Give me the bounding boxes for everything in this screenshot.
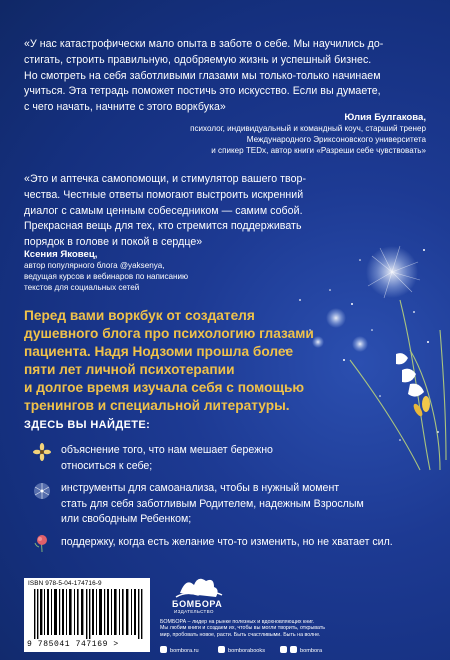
list-item: инструменты для самоанализа, чтобы в нужный момент стать для себя заботливым Родителем, надежным Взрослым или свободным Ребенком; bbox=[61, 482, 364, 525]
vk-icon bbox=[218, 646, 225, 653]
website-icon bbox=[160, 646, 167, 653]
publisher-description: БОМБОРА – лидер на рынке полезных и вдохновляющих книг. Мы любим книги и создаем их, чтобы вы могли творить, открывать мир, пробовать новое, расти. Быть счастливыми. Быть на волне. bbox=[160, 619, 326, 638]
lead-paragraph: Перед вами воркбук от создателя душевного блога про психологию глазами пациента. Надя Нодзоми прошла более пяти лет личной психотерапии и долгое время изучала себя с помощью тренингов и специальной литературы. bbox=[24, 308, 314, 414]
isbn-number: ISBN 978-5-04-174716-9 bbox=[28, 580, 102, 587]
publisher-subtitle: ИЗДАТЕЛЬСТВО bbox=[174, 609, 214, 614]
quote-bulgakova: «У нас катастрофически мало опыта в заботе о себе. Мы научились до- стигать, строить правильную, одобряемую жизнь и успешный бизнес. Но смотреть на себя заботливыми глазами мы только-только начинаем учиться. Эта тетрадь поможет постичь это искусство. Если вы думаете, с чего начать, начните с этого воркбука» bbox=[24, 38, 384, 114]
red-flower-icon bbox=[32, 533, 52, 553]
social-links bbox=[160, 646, 440, 656]
publisher-name: БОМБОРА bbox=[172, 599, 223, 609]
list-item: поддержку, когда есть желание что-то изменить, но не хватает сил. bbox=[61, 536, 393, 548]
website-link[interactable]: bombora.ru bbox=[160, 646, 199, 654]
telegram-link[interactable]: bombora bbox=[280, 646, 322, 654]
author-name: Ксения Яковец, bbox=[24, 249, 98, 260]
star-flower-icon bbox=[32, 442, 52, 462]
barcode-bars bbox=[34, 589, 146, 639]
list-item: объяснение того, что нам мешает бережно относиться к себе; bbox=[61, 444, 273, 472]
ean-digits: 9 785041 747169 > bbox=[27, 640, 119, 649]
quote-author-yakovets: Ксения Яковец, автор популярного блога @yaksenya, ведущая курсов и вебинаров по написанию текстов для социальных сетей bbox=[24, 248, 284, 293]
youtube-icon bbox=[290, 646, 297, 653]
isbn-barcode bbox=[24, 578, 150, 652]
author-name: Юлия Булгакова, bbox=[344, 112, 426, 123]
vk-link[interactable]: bomborabooks bbox=[218, 646, 265, 654]
quote-author-bulgakova: Юлия Булгакова, психолог, индивидуальный и командный коуч, старший тренер Международного Эриксоновского университета и спикер TEDx, автор книги «Разреши себе чувствовать» bbox=[96, 111, 426, 156]
quote-yakovets: «Это и аптечка самопомощи, и стимулятор вашего твор- чества. Честные ответы помогают выстроить искренний диалог с самым ценным собеседником — самим собой. Прекрасная вещь для тех, кто стремится поддерживать порядок в голове и покой в сердце» bbox=[24, 173, 307, 249]
dandelion-icon bbox=[32, 481, 52, 501]
dandelion-seed-icon bbox=[366, 246, 420, 298]
telegram-icon bbox=[280, 646, 287, 653]
section-heading: ЗДЕСЬ ВЫ НАЙДЕТЕ: bbox=[24, 419, 151, 431]
